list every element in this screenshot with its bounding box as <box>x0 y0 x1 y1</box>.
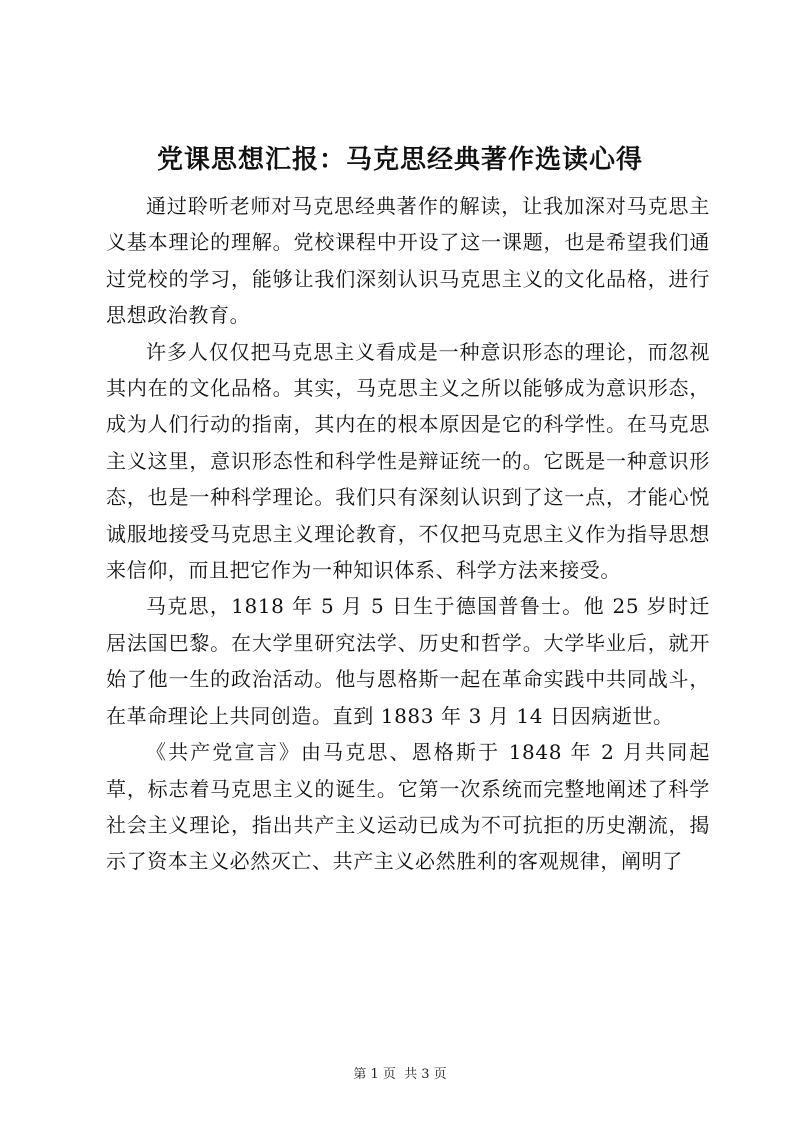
paragraph-3: 马克思，1818 年 5 月 5 日生于德国普鲁士。他 25 岁时迁居法国巴黎。在大学里研究法学、历史和哲学。大学毕业后，就开始了他一生的政治活动。他与恩格斯一起在革命实践中共同战斗，在革命理论上共同创造。直到 1883 年 3 月 14 日因病逝世。 <box>106 594 710 728</box>
page-number-label: 第 1 页 共 3 页 <box>353 1067 447 1082</box>
paragraph-2: 许多人仅仅把马克思主义看成是一种意识形态的理论，而忽视其内在的文化品格。其实，马克思主义之所以能够成为意识形态，成为人们行动的指南，其内在的根本原因是它的科学性。在马克思主义这里，意识形态性和科学性是辩证统一的。它既是一种意识形态，也是一种科学理论。我们只有深刻认识到了这一点，才能心悦诚服地接受马克思主义理论教育，不仅把马克思主义作为指导思想来信仰，而且把它作为一种知识体系、科学方法来接受。 <box>106 339 710 583</box>
paragraph-1: 通过聆听老师对马克思经典著作的解读，让我加深对马克思主义基本理论的理解。党校课程中开设了这一课题，也是希望我们通过党校的学习，能够让我们深刻认识马克思主义的文化品格，进行思想政治教育。 <box>106 194 710 328</box>
page-footer <box>0 1066 800 1084</box>
page-title: 党课思想汇报：马克思经典著作选读心得 <box>156 145 643 175</box>
document-body <box>106 188 710 880</box>
paragraph-4: 《共产党宣言》由马克思、恩格斯于 1848 年 2 月共同起草，标志着马克思主义的诞生。它第一次系统而完整地阐述了科学社会主义理论，指出共产主义运动已成为不可抗拒的历史潮流，揭示了资本主义必然灭亡、共产主义必然胜利的客观规律，阐明了 <box>106 740 710 874</box>
